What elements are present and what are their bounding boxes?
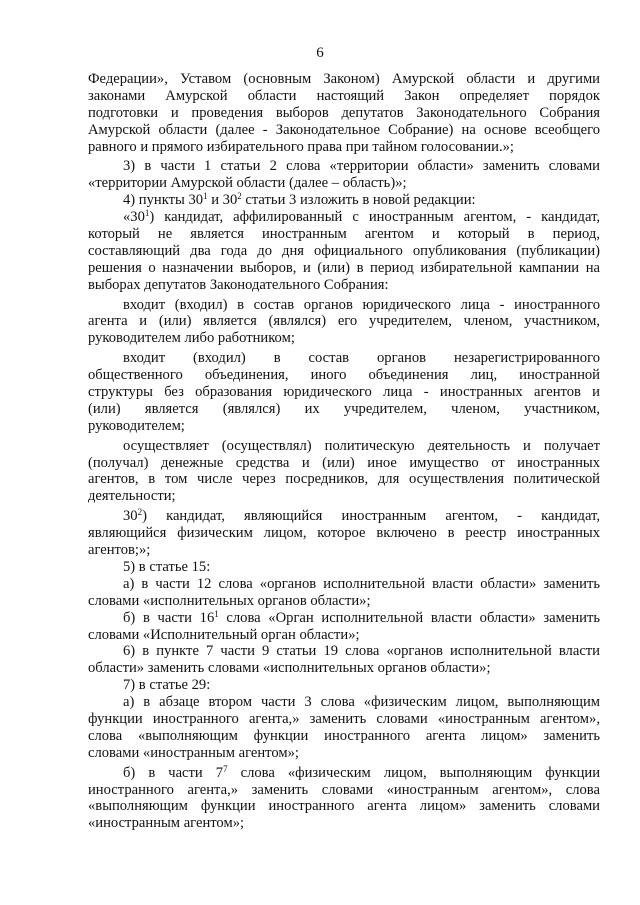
text-fragment: ) кандидат, являющийся иностранным агентом, - кандидат, xyxy=(142,508,600,525)
text-line: а) в абзаце втором части 3 слова «физическим лицом, выполняющим xyxy=(123,694,600,711)
text-line: руководителем; xyxy=(88,417,185,434)
text-line: являющийся физическим лицом, которое включено в реестр иностранных xyxy=(88,525,600,542)
text-line: Амурской области (далее - Законодательное Собрание) на основе всеобщего xyxy=(88,121,600,138)
superscript: 7 xyxy=(223,763,228,774)
text-line xyxy=(88,765,600,782)
text-line: 6) в пункте 7 части 9 статьи 19 слова «органов исполнительной власти xyxy=(123,643,600,660)
text-line: агентов;»; xyxy=(88,542,151,559)
superscript: 1 xyxy=(144,208,150,219)
text-line: 7) в статье 29: xyxy=(123,677,211,694)
text-line xyxy=(88,508,600,525)
text-line: деятельности; xyxy=(88,488,176,505)
text-line: слова «выполняющим функции иностранного агента лицом» заменить xyxy=(88,727,600,744)
text-fragment: б) в части 7 xyxy=(123,764,224,781)
text-fragment: 30 xyxy=(123,508,138,525)
text-line: составляющий два года до дня официального опубликования (публикации) xyxy=(88,242,600,259)
text-line: равного и прямого избирательного права при тайном голосовании.»; xyxy=(88,138,514,155)
text-line: осуществляет (осуществлял) политическую деятельность и получает xyxy=(123,437,600,454)
text-fragment: слова «физическим лицом, выполняющим функции xyxy=(227,764,601,781)
text-line: а) в части 12 слова «органов исполнительной власти области» заменить xyxy=(123,575,600,592)
text-fragment: статьи 3 изложить в новой редакции: xyxy=(241,192,476,209)
text-line: области» заменить словами «исполнительных органов области»; xyxy=(88,660,491,677)
text-line: законами Амурской области настоящий Закон определяет порядок xyxy=(88,87,600,104)
text-fragment: слова «Орган исполнительной власти области» заменить xyxy=(218,609,600,626)
text-line: (получал) денежные средства и (или) иное имущество от иностранных xyxy=(88,454,600,471)
text-line: агентов, в том числе через посредников, для осуществления политической xyxy=(88,471,600,488)
text-line: агента и (или) является (являлся) его учредителем, членом, участником, xyxy=(88,313,600,330)
text-line: «территории Амурской области (далее – область)»; xyxy=(88,175,407,192)
text-fragment: ) кандидат, аффилированный с иностранным агентом, - кандидат, xyxy=(149,209,600,226)
text-line: общественного объединения, иного объединения лиц, иностранной xyxy=(88,367,600,384)
text-line: руководителем либо работником; xyxy=(88,330,295,347)
text-line xyxy=(88,209,600,226)
text-line: 3) в части 1 статьи 2 слова «территории области» заменить словами xyxy=(123,158,600,175)
text-line: «выполняющим функции иностранного агента лицом» заменить словами xyxy=(88,798,600,815)
text-line: который не является иностранным агентом и который в период, xyxy=(88,226,600,243)
superscript: 1 xyxy=(203,191,208,202)
text-fragment: «30 xyxy=(123,209,145,226)
text-fragment: 4) пункты 30 xyxy=(123,192,204,209)
text-line: входит (входил) в состав органов незарегистрированного xyxy=(123,350,600,367)
superscript: 1 xyxy=(214,608,219,619)
text-line: иностранного агента,» заменить словами «иностранным агентом», слова xyxy=(88,781,600,798)
text-fragment: б) в части 16 xyxy=(123,609,215,626)
text-line: словами «исполнительных органов области»; xyxy=(88,592,371,609)
text-line xyxy=(88,192,600,209)
text-line: Федерации», Уставом (основным Законом) Амурской области и другими xyxy=(88,71,600,87)
text-line: функции иностранного агента,» заменить словами «иностранным агентом», xyxy=(88,710,600,727)
text-fragment: и 30 xyxy=(207,192,238,209)
text-line: структуры без образования юридического лица - иностранных агентов и xyxy=(88,384,600,401)
text-line: словами «иностранным агентом»; xyxy=(88,744,299,761)
text-line: входит (входил) в состав органов юридического лица - иностранного xyxy=(123,296,600,313)
text-line: «иностранным агентом»; xyxy=(88,815,245,832)
superscript: 2 xyxy=(237,191,242,202)
text-line: решения о назначении выборов, и (или) в период избирательной кампании на xyxy=(88,259,600,276)
text-line: словами «Исполнительный орган области»; xyxy=(88,626,360,643)
text-line xyxy=(88,610,600,627)
page-number: 6 xyxy=(316,45,324,61)
text-line: (или) является (являлся) их учредителем, членом, участником, xyxy=(88,400,600,417)
text-line: выборах депутатов Законодательного Собрания: xyxy=(88,276,389,293)
superscript: 2 xyxy=(137,507,143,518)
text-line: подготовки и проведения выборов депутатов Законодательного Собрания xyxy=(88,104,600,121)
text-line: 5) в статье 15: xyxy=(123,558,211,575)
document-body xyxy=(88,71,600,832)
